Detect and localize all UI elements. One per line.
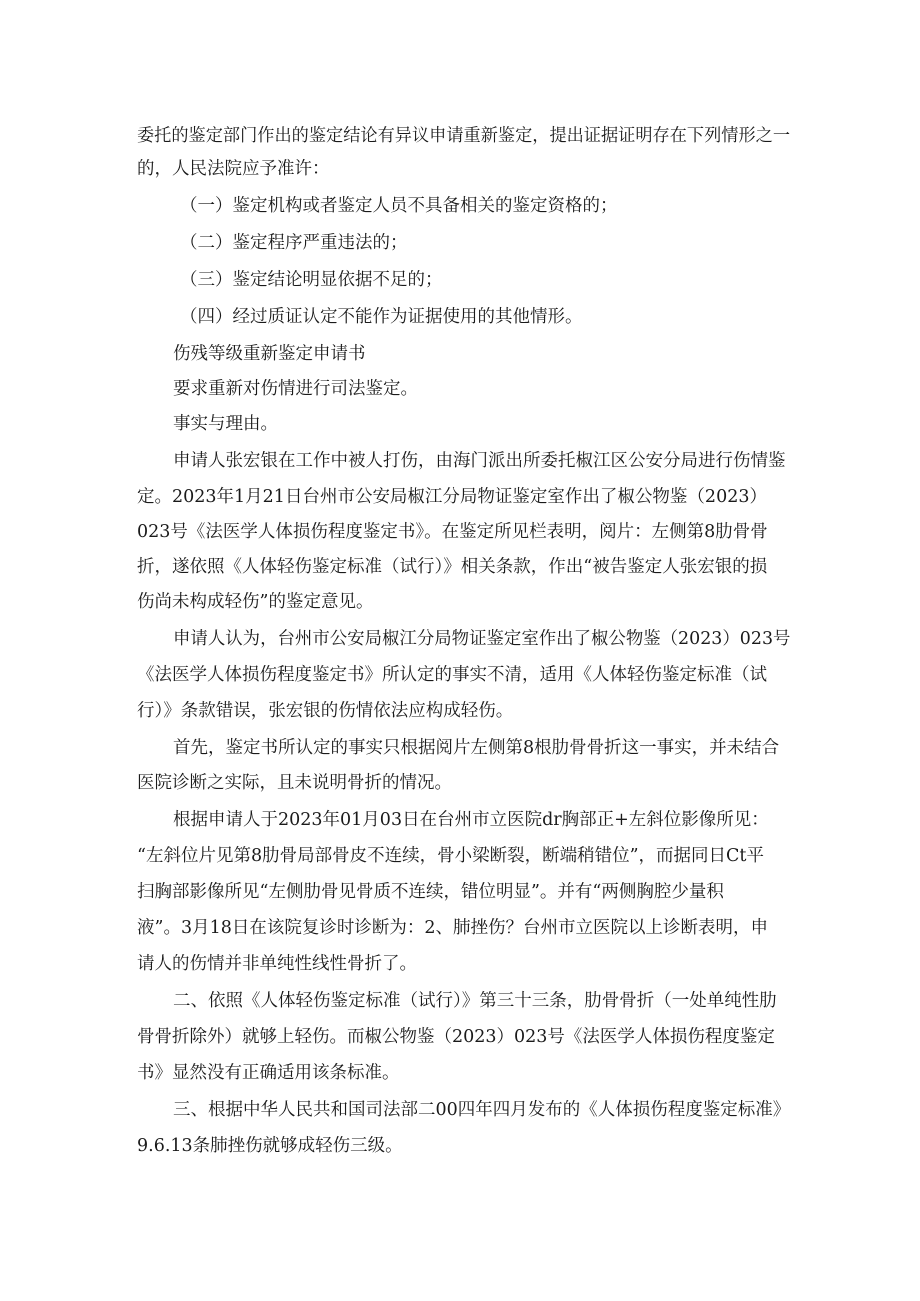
- paragraph-line: 行）》条款错误，张宏银的伤情依法应构成轻伤。: [137, 701, 514, 721]
- paragraph-line: “左斜位片见第8肋骨局部骨皮不连续，骨小梁断裂，断端稍错位”，而据同日Ct平: [137, 846, 764, 866]
- paragraph-line: 申请人认为，台州市公安局椒江分局物证鉴定室作出了椒公物鉴（2023）023号: [173, 629, 791, 649]
- paragraph-line: 申请人张宏银在工作中被人打伤，由海门派出所委托椒江区公安分局进行伤情鉴: [173, 451, 786, 471]
- paragraph-line: 要求重新对伤情进行司法鉴定。: [173, 379, 418, 399]
- paragraph-line: 请人的伤情并非单纯性线性骨折了。: [137, 954, 417, 974]
- paragraph-line: 9.6.13条肺挫伤就够成轻伤三级。: [137, 1136, 403, 1156]
- paragraph-line: 伤尚未构成轻伤”的鉴定意见。: [137, 592, 374, 612]
- paragraph-line: 骨骨折除外）就够上轻伤。而椒公物鉴（2023）023号《法医学人体损伤程度鉴定: [137, 1027, 775, 1047]
- list-item: （一）鉴定机构或者鉴定人员不具备相关的鉴定资格的；: [180, 196, 618, 216]
- paragraph-line: 医院诊断之实际，且未说明骨折的情况。: [137, 773, 452, 793]
- paragraph-line: 事实与理由。: [173, 414, 278, 434]
- paragraph-line: 根据申请人于2023年01月03日在台州市立医院dr胸部正+左斜位影像所见：: [173, 810, 769, 830]
- list-item: （三）鉴定结论明显依据不足的；: [180, 270, 443, 290]
- list-item: （四）经过质证认定不能作为证据使用的其他情形。: [180, 307, 583, 327]
- paragraph-line: 书》显然没有正确适用该条标准。: [137, 1063, 400, 1083]
- section-title: 伤残等级重新鉴定申请书: [173, 344, 366, 364]
- paragraph-line: 液”。3月18日在该院复诊时诊断为：2、肺挫伤？台州市立医院以上诊断表明，申: [137, 918, 768, 938]
- paragraph-line: 首先，鉴定书所认定的事实只根据阅片左侧第8根肋骨骨折这一事实，并未结合: [173, 738, 780, 758]
- paragraph-line: 折，遂依照《人体轻伤鉴定标准（试行）》相关条款，作出“被告鉴定人张宏银的损: [137, 557, 768, 577]
- paragraph-line: 三、根据中华人民共和国司法部二00四年四月发布的《人体损伤程度鉴定标准》: [173, 1100, 791, 1120]
- paragraph-line: 定。2023年1月21日台州市公安局椒江分局物证鉴定室作出了椒公物鉴（2023）: [137, 487, 767, 507]
- list-item: （二）鉴定程序严重违法的；: [180, 233, 408, 253]
- paragraph-line: 《法医学人体损伤程度鉴定书》所认定的事实不清，适用《人体轻伤鉴定标准（试: [137, 665, 767, 685]
- paragraph-line: 023号《法医学人体损伤程度鉴定书》。在鉴定所见栏表明，阅片：左侧第8肋骨骨: [137, 522, 768, 542]
- paragraph-line: 的，人民法院应予准许：: [137, 159, 330, 179]
- paragraph-line: 委托的鉴定部门作出的鉴定结论有异议申请重新鉴定，提出证据证明存在下列情形之一: [137, 126, 791, 146]
- paragraph-line: 二、依照《人体轻伤鉴定标准（试行）》第三十三条，肋骨骨折（一处单纯性肋: [173, 991, 777, 1011]
- paragraph-line: 扫胸部影像所见“左侧肋骨见骨质不连续，错位明显”。并有“两侧胸腔少量积: [137, 882, 724, 902]
